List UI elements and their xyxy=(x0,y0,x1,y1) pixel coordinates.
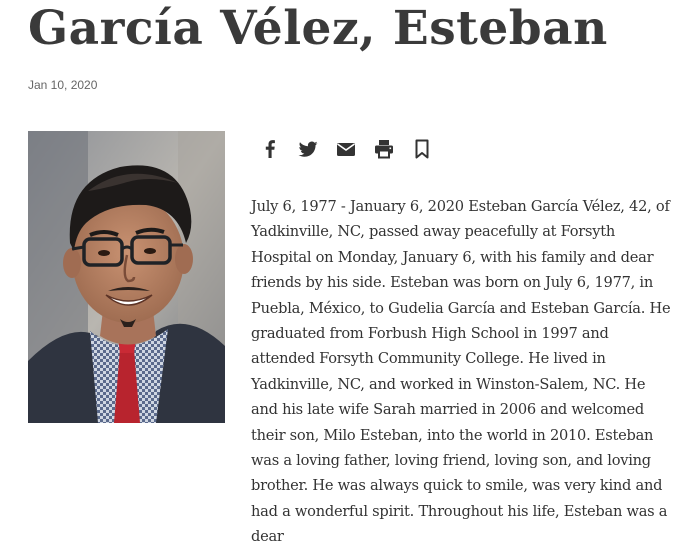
obituary-body: July 6, 1977 - January 6, 2020 Esteban García Vélez, 42, of Yadkinville, NC, passed away peacefully at Forsyth Hospital on Monday, January 6, with his family and dear friends by his side. Esteban was born on July 6, 1977, in Puebla, México, to Gudelia García and Esteban García. He graduated from Forbush High School in 1997 and attended Forsyth Community College. He lived in Yadkinville, NC, and worked in Winston-Salem, NC. He and his late wife Sarah married in 2006 and welcomed their son, Milo Esteban, into the world in 2010. Esteban was a loving father, loving friend, loving son, and loving brother. He was always quick to smile, was very kind and had a wonderful spirit. Throughout his life, Esteban was a dear xyxy=(251,198,671,546)
print-button[interactable] xyxy=(372,137,396,161)
envelope-icon xyxy=(334,137,358,161)
facebook-icon xyxy=(258,137,282,161)
bookmark-button[interactable] xyxy=(410,137,434,161)
portrait-image xyxy=(28,131,225,423)
printer-icon xyxy=(372,137,396,161)
share-twitter-button[interactable] xyxy=(296,137,320,161)
publish-date: Jan 10, 2020 xyxy=(28,78,98,92)
portrait-photo[interactable] xyxy=(28,131,225,423)
share-email-button[interactable] xyxy=(334,137,358,161)
bookmark-icon xyxy=(410,137,434,161)
share-toolbar xyxy=(258,137,434,161)
share-facebook-button[interactable] xyxy=(258,137,282,161)
twitter-icon xyxy=(296,137,320,161)
obituary-headline: García Vélez, Esteban xyxy=(28,1,608,56)
